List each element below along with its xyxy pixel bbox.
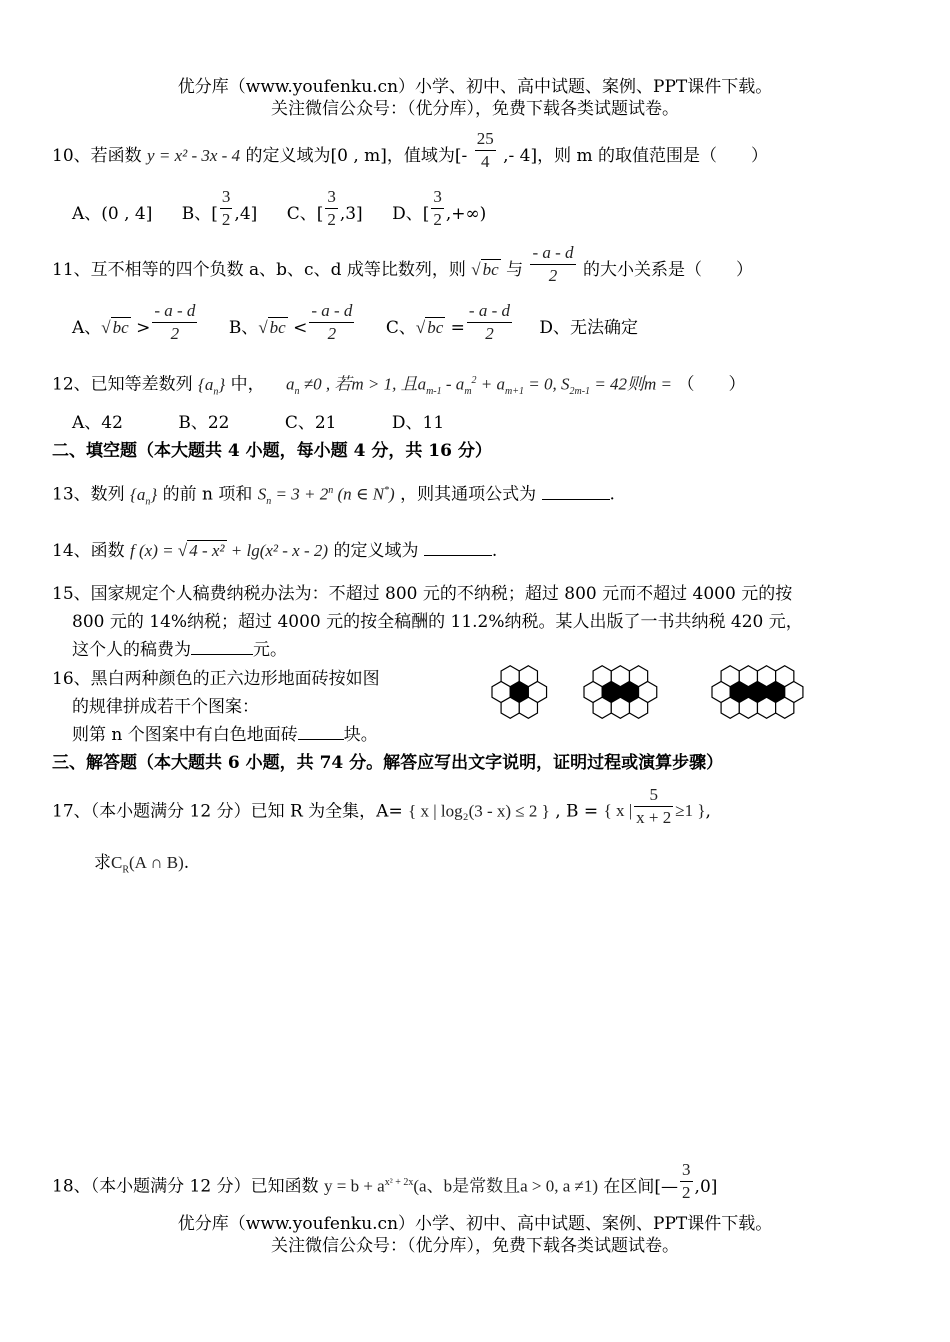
q11-a-label: A、: [72, 318, 102, 338]
hexagon-pattern-3: [708, 660, 844, 724]
q13-prefix: 13、数列: [52, 484, 125, 505]
q10-d-den: 2: [433, 210, 442, 229]
q12-s4: 2m-1: [569, 386, 591, 398]
q17-c: C: [111, 853, 123, 872]
q12-mid: 中，: [230, 374, 265, 395]
q13-s-sub: n: [266, 496, 272, 508]
q10-b-num: 3: [220, 186, 233, 209]
q10-d-pre: D、[: [392, 204, 430, 224]
q10-option-a: A、(0 , 4]: [72, 204, 153, 224]
q12-options: [72, 412, 444, 434]
q11-a-den: 2: [170, 324, 180, 343]
q10-frac-num: 25: [475, 128, 496, 151]
q12-seq: $\{a_n\}$: [198, 374, 226, 398]
q11-a-sqrt: bc: [112, 318, 129, 337]
q14-answer-blank[interactable]: [424, 555, 492, 556]
q17-setb-den: x + 2: [636, 808, 672, 827]
q12-t5: = 42则m =: [590, 374, 673, 394]
white-hex-tile: [739, 697, 757, 718]
q15-line-2: 800 元的 14%纳税；超过 4000 元的按全稿酬的 11.2%纳税。某人出版了一书共纳税 420 元，: [72, 612, 803, 632]
q14-period: .: [491, 541, 498, 561]
q10-c-den: 2: [327, 210, 336, 229]
white-hex-tile: [501, 697, 519, 718]
q13-period: .: [609, 484, 615, 505]
q11-option-c: C、√ bc = $\frac{- a - d}{2}$: [385, 301, 510, 343]
q10-c-pre: C、[: [286, 204, 324, 224]
q18-func: y = b + a: [323, 1176, 385, 1196]
q16-line-1: 16、黑白两种颜色的正六边形地面砖按如图: [52, 669, 380, 689]
q13-end-paren: ): [389, 484, 395, 504]
q12-sup2: 2: [471, 375, 477, 386]
q10-b-pre: B、[: [181, 204, 218, 224]
q10-fraction: [475, 128, 496, 173]
q13-seq-a: a: [136, 484, 146, 504]
section-3-heading: 三、解答题（本大题共 6 小题，共 74 分。解答应写出文字说明，证明过程或演算步骤）: [52, 753, 724, 773]
q11-b-num: - a - d: [309, 300, 354, 323]
q11-suffix: 的大小关系是（ ）: [582, 260, 753, 280]
q12-prefix: 12、已知等差数列: [52, 374, 193, 395]
q11-c-rel: =: [450, 318, 465, 338]
q16-line3-pre: 则第 n 个图案中有白色地面砖: [72, 725, 298, 745]
q13-formula: [258, 480, 395, 513]
header-line-2: 关注微信公众号：（优分库），免费下载各类试题试卷。: [271, 99, 679, 119]
q13-seq-sub: n: [145, 496, 151, 508]
q17-setb-post: ≥1 }: [675, 801, 706, 821]
q13-star: *: [384, 485, 390, 496]
q18-function: [324, 1172, 598, 1198]
q14-prefix: 14、函数: [52, 541, 125, 561]
footer-line-2: 关注微信公众号：（优分库），免费下载各类试题试卷。: [271, 1236, 679, 1256]
q17-ask-text: 求: [94, 853, 111, 873]
q17-mid: , B =: [555, 801, 599, 822]
q18-cond: (a、b是常数且a > 0, a ≠1): [413, 1176, 598, 1196]
q18-int-den: 2: [682, 1182, 691, 1202]
q10-c-num: 3: [325, 186, 338, 209]
q11-sqrt-body: bc: [482, 260, 499, 279]
section-2-heading: 二、填空题（本大题共 4 小题，每小题 4 分，共 16 分）: [52, 441, 492, 461]
q17-period: .: [183, 853, 190, 873]
q18-func-sup: x² + 2x: [384, 1177, 414, 1188]
q12-t3: + a: [476, 374, 506, 394]
q12-seq-sub: n: [213, 386, 219, 398]
q10-b-frac: [220, 186, 233, 231]
q11-prefix: 11、互不相等的四个负数 a、b、c、d 成等比数列，则: [52, 260, 466, 280]
q11-b-den: 2: [327, 324, 337, 343]
q12-t2: - a: [441, 374, 465, 394]
q17-set-b: [603, 785, 706, 827]
q10-prefix: 10、若函数: [52, 146, 142, 166]
q11-option-a: A、√ bc > $\frac{- a - d}{2}$: [72, 301, 196, 343]
question-18: [52, 1159, 718, 1204]
q12-cond-sub: n: [294, 386, 300, 398]
q10-function: y = x² - 3x - 4: [147, 146, 241, 165]
q11-c-num: - a - d: [467, 300, 512, 323]
hexagon-pattern-1: [488, 660, 552, 724]
q11-sqrt: √ bc: [471, 260, 499, 279]
q10-b-den: 2: [221, 210, 231, 229]
white-hex-tile: [629, 697, 647, 718]
q11-option-b: B、√ bc < $\frac{- a - d}{2}$: [228, 301, 353, 343]
q10-after: ,- 4]，则 m 的取值范围是（ ）: [503, 146, 769, 166]
q11-frac-den: 2: [548, 266, 558, 285]
q17-setb-num: 5: [634, 784, 673, 807]
q10-option-c: [286, 187, 368, 229]
q14-suffix: 的定义域为: [333, 541, 419, 561]
question-17: [52, 785, 711, 829]
q16-line3-post: 块。: [343, 725, 378, 745]
q13-s: S: [257, 484, 267, 504]
q17-c-sub: R: [122, 864, 130, 876]
q12-s1: m-1: [426, 386, 442, 398]
q11-b-sqrt: bc: [269, 318, 286, 337]
q18-int-pre: 在区间[—: [603, 1176, 679, 1197]
q11-c-sqrt: bc: [427, 318, 444, 337]
footer-line-1: 优分库（www.youfenku.cn）小学、初中、高中试题、案例、PPT课件下载。: [177, 1214, 773, 1234]
q11-frac-num: - a - d: [530, 242, 575, 265]
q12-option-c: C、21: [284, 413, 337, 433]
q10-d-post: ,+∞): [445, 204, 487, 224]
q15-line-3: [72, 639, 287, 661]
q17-ask-expr: [111, 852, 184, 881]
q10-c-frac: [325, 186, 338, 231]
q17-prefix: 17、（本小题满分 12 分）已知 R 为全集，A=: [52, 801, 403, 822]
q13-mid-expr: = 3 + 2: [271, 484, 329, 504]
q13-sup: n: [328, 485, 334, 496]
q10-options: [72, 187, 487, 231]
q12-paren: （ ）: [677, 374, 746, 395]
q15-line3-post: 元。: [253, 640, 287, 660]
question-12: [52, 362, 745, 403]
q10-c-post: ,3]: [339, 204, 363, 224]
q11-a-rel: >: [136, 318, 151, 338]
hexagon-pattern-2: [580, 660, 680, 724]
q11-b-rel: <: [293, 318, 308, 338]
q11-options: [72, 301, 639, 345]
q14-sqrt-body: 4 - x²: [189, 541, 225, 560]
q17-set-a: { x | log₂(3 - x) ≤ 2 }: [408, 801, 550, 821]
q10-option-b: [181, 187, 263, 229]
q13-post: (n ∈ N: [333, 484, 385, 504]
q10-d-num: 3: [431, 186, 444, 209]
q17-comma: ,: [705, 801, 711, 822]
q18-prefix: 18、（本小题满分 12 分）已知函数: [52, 1176, 319, 1197]
q18-interval: [603, 1159, 718, 1202]
q17-ask-rest: (A ∩ B): [129, 853, 184, 872]
q14-rest: + lg(x² - x - 2): [226, 541, 329, 560]
question-10: [52, 129, 769, 173]
white-hex-tile: [721, 697, 739, 718]
q15-line-1: 15、国家规定个人稿费纳税办法为：不超过 800 元的不纳税；超过 800 元而不超过 4000 元的按: [52, 584, 793, 604]
q13-seq: $\{a_n\}$: [130, 484, 158, 508]
q18-int-num: 3: [680, 1159, 693, 1182]
q10-option-d: [392, 187, 487, 229]
q11-fraction: [530, 242, 575, 287]
q18-int-post: ,0]: [694, 1176, 718, 1197]
q15-answer-blank[interactable]: [191, 654, 253, 655]
q14-function: f (x) = √ 4 - x² + lg(x² - x - 2): [130, 541, 329, 560]
q10-d-frac: [431, 186, 444, 231]
q16-line-3: [72, 724, 378, 746]
white-hex-tile: [519, 697, 537, 718]
white-hex-tile: [611, 697, 629, 718]
q10-mid: 的定义域为[0 , m]，值域为[-: [245, 146, 468, 166]
q16-answer-blank[interactable]: [298, 739, 344, 740]
white-hex-tile: [757, 697, 775, 718]
q17-ask: [94, 842, 189, 881]
q11-c-label: C、: [385, 318, 416, 338]
header-line-1: 优分库（www.youfenku.cn）小学、初中、高中试题、案例、PPT课件下载。: [177, 77, 773, 97]
q17-setb-pre: { x |: [603, 801, 633, 821]
q12-cond-a: a: [285, 374, 295, 394]
q11-option-d: D、无法确定: [539, 318, 639, 338]
q15-line3-pre: 这个人的稿费为: [72, 640, 191, 660]
q16-line-2: 的规律拼成若干个图案：: [72, 697, 259, 717]
q12-cond-rest: ≠0 , 若m > 1, 且a: [299, 374, 427, 394]
q12-s3: m+1: [505, 386, 525, 398]
q11-mid: 与: [506, 260, 524, 280]
white-hex-tile: [776, 697, 794, 718]
white-hex-tile: [593, 697, 611, 718]
q11-c-den: 2: [485, 324, 494, 343]
question-11: [52, 243, 753, 287]
q12-t4: = 0, S: [524, 374, 570, 394]
q12-option-d: D、11: [391, 413, 445, 433]
q13-suffix: ，则其通项公式为: [400, 484, 537, 505]
q13-mid: 的前 n 项和: [162, 484, 253, 505]
q12-option-b: B、22: [178, 413, 230, 433]
q11-a-num: - a - d: [152, 300, 197, 323]
q12-seq-a: a: [204, 374, 214, 394]
q10-frac-den: 4: [480, 152, 490, 171]
question-13: [52, 472, 615, 513]
q10-b-post: ,4]: [234, 204, 258, 224]
question-14: [52, 528, 497, 562]
q12-s2: m: [464, 386, 472, 398]
q12-option-a: A、42: [72, 413, 123, 433]
q11-b-label: B、: [228, 318, 259, 338]
q12-condition: [286, 370, 672, 403]
q13-answer-blank[interactable]: [542, 499, 610, 500]
q14-f: f (x) =: [130, 541, 174, 560]
